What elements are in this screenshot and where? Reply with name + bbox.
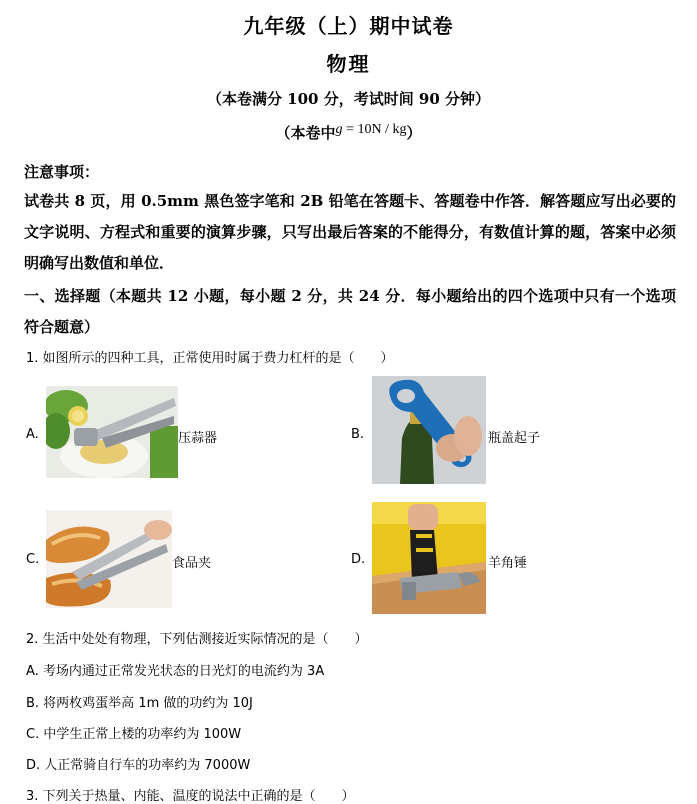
option-b-label: 瓶盖起子	[488, 431, 541, 446]
option-d-label: 羊角锤	[488, 556, 528, 571]
notice-body: 试卷共 8 页，用 0.5mm 黑色签字笔和 2B 铅笔在答题卡、答题卷中作答．解答题应写出必要的文字说明、方程式和重要的演算步骤，只写出最后答案的不能得分，有数值计算的题，答案中必须明确写出数值和单位．	[24, 192, 676, 272]
exam-title: 九年级（上）期中试卷	[243, 14, 454, 38]
garlic-press-photo	[46, 386, 178, 478]
gravity-value: = 10N / kg	[342, 122, 407, 137]
question-1-stem: 1. 如图所示的四种工具，正常使用时属于费力杠杆的是（ ）	[26, 351, 394, 366]
food-tongs-photo	[46, 510, 172, 608]
section-one-heading: 一、选择题（本题共 12 小题，每小题 2 分，共 24 分．每小题给出的四个选项中只有一个选项符合题意）	[24, 287, 676, 336]
option-a-label: 压蒜器	[178, 431, 218, 446]
claw-hammer-photo	[372, 502, 486, 614]
option-c-label: 食品夹	[172, 556, 212, 571]
gravity-suffix: ）	[406, 124, 422, 142]
option-b-letter: B.	[351, 427, 365, 442]
question-2-option-b: B. 将两枚鸡蛋举高 1m 做的功约为 10J	[26, 696, 253, 711]
exam-info: （本卷满分 100 分，考试时间 90 分钟）	[206, 90, 491, 108]
question-2-option-c: C. 中学生正常上楼的功率约为 100W	[26, 727, 242, 742]
notice-heading: 注意事项：	[24, 163, 100, 181]
gravity-constant-line	[0, 122, 697, 143]
exam-subject: 物理	[326, 52, 371, 76]
option-a-letter: A.	[26, 427, 39, 442]
question-3-stem: 3. 下列关于热量、内能、温度的说法中正确的是（ ）	[26, 789, 355, 804]
option-c-letter: C.	[26, 552, 40, 567]
bottle-opener-photo	[372, 376, 486, 484]
question-2-option-d: D. 人正常骑自行车的功率约为 7000W	[26, 758, 251, 773]
gravity-var: g	[335, 122, 343, 137]
gravity-formula	[336, 122, 407, 137]
question-2-option-a: A. 考场内通过正常发光状态的日光灯的电流约为 3A	[26, 664, 325, 679]
gravity-prefix: （本卷中	[275, 124, 336, 142]
option-d-letter: D.	[351, 552, 366, 567]
question-2-stem: 2. 生活中处处有物理，下列估测接近实际情况的是（ ）	[26, 632, 368, 647]
